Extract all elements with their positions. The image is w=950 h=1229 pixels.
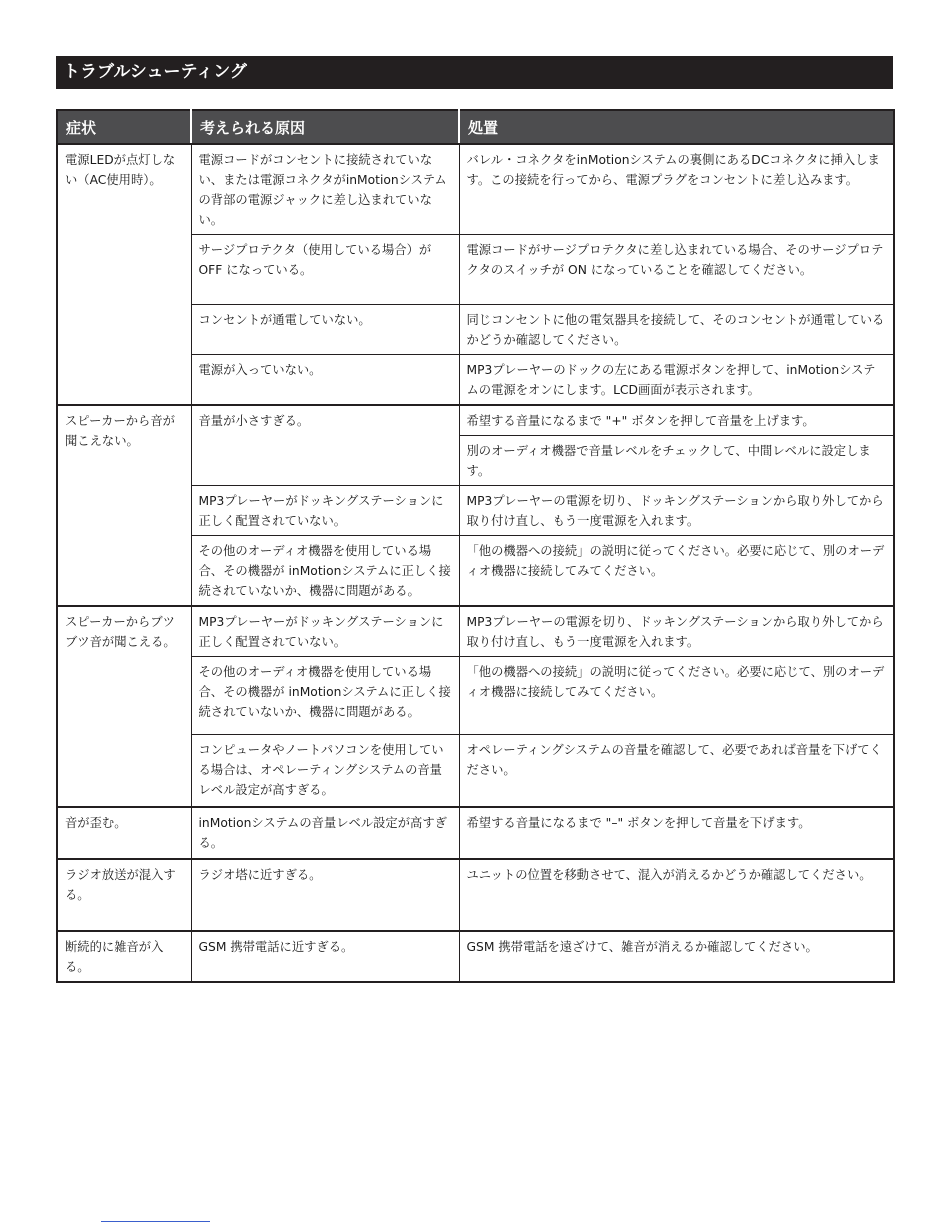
cause-cell: 電源が入っていない。 xyxy=(191,355,459,406)
cause-cell: コンピュータやノートパソコンを使用している場合は、オペレーティングシステムの音量レベル設定が高すぎる。 xyxy=(191,735,459,807)
table-row xyxy=(57,807,894,859)
table-row xyxy=(57,931,894,982)
symptom-cell: ラジオ放送が混入する。 xyxy=(57,859,191,931)
remedy-cell: MP3プレーヤーの電源を切り、ドッキングステーションから取り外してから取り付け直し、もう一度電源を入れます。 xyxy=(459,486,894,536)
footer-link-underline xyxy=(101,1221,210,1222)
remedy-cell: ユニットの位置を移動させて、混入が消えるかどうか確認してください。 xyxy=(459,859,894,931)
symptom-cell: スピーカーからブツブツ音が聞こえる。 xyxy=(57,606,191,807)
symptom-cell: 電源LEDが点灯しない（AC使用時）。 xyxy=(57,144,191,405)
header-remedy: 処置 xyxy=(459,110,894,144)
header-symptom: 症状 xyxy=(57,110,191,144)
cause-cell: MP3プレーヤーがドッキングステーションに正しく配置されていない。 xyxy=(191,606,459,657)
cause-cell: 電源コードがコンセントに接続されていない、または電源コネクタがinMotionシステムの背部の電源ジャックに差し込まれていない。 xyxy=(191,144,459,235)
remedy-cell: 電源コードがサージプロテクタに差し込まれている場合、そのサージプロテクタのスイッチが ON になっていることを確認してください。 xyxy=(459,235,894,305)
remedy-cell: 希望する音量になるまで "+" ボタンを押して音量を上げます。 xyxy=(459,405,894,436)
remedy-cell: オペレーティングシステムの音量を確認して、必要であれば音量を下げてください。 xyxy=(459,735,894,807)
cause-cell: その他のオーディオ機器を使用している場合、その機器が inMotionシステムに正しく接続されていないか、機器に問題がある。 xyxy=(191,536,459,607)
symptom-cell: 音が歪む。 xyxy=(57,807,191,859)
table-header-row xyxy=(57,110,894,144)
remedy-cell: 希望する音量になるまで "–" ボタンを押して音量を下げます。 xyxy=(459,807,894,859)
cause-cell: MP3プレーヤーがドッキングステーションに正しく配置されていない。 xyxy=(191,486,459,536)
table-body xyxy=(57,144,894,982)
symptom-cell: スピーカーから音が聞こえない。 xyxy=(57,405,191,606)
cause-cell: サージプロテクタ（使用している場合）が OFF になっている。 xyxy=(191,235,459,305)
table-row xyxy=(57,859,894,931)
remedy-cell: 「他の機器への接続」の説明に従ってください。必要に応じて、別のオーディオ機器に接続してみてください。 xyxy=(459,536,894,607)
cause-cell: inMotionシステムの音量レベル設定が高すぎる。 xyxy=(191,807,459,859)
cause-cell: 音量が小さすぎる。 xyxy=(191,405,459,486)
table-row xyxy=(57,144,894,235)
troubleshooting-table xyxy=(56,109,895,983)
table-row xyxy=(57,405,894,436)
symptom-cell: 断続的に雑音が入る。 xyxy=(57,931,191,982)
cause-cell: ラジオ塔に近すぎる。 xyxy=(191,859,459,931)
header-cause: 考えられる原因 xyxy=(191,110,459,144)
cause-cell: GSM 携帯電話に近すぎる。 xyxy=(191,931,459,982)
cause-cell: コンセントが通電していない。 xyxy=(191,305,459,355)
remedy-cell: 同じコンセントに他の電気器具を接続して、そのコンセントが通電しているかどうか確認してください。 xyxy=(459,305,894,355)
remedy-cell: バレル・コネクタをinMotionシステムの裏側にあるDCコネクタに挿入します。この接続を行ってから、電源プラグをコンセントに差し込みます。 xyxy=(459,144,894,235)
remedy-cell: MP3プレーヤーのドックの左にある電源ボタンを押して、inMotionシステムの電源をオンにします。LCD画面が表示されます。 xyxy=(459,355,894,406)
remedy-cell: 「他の機器への接続」の説明に従ってください。必要に応じて、別のオーディオ機器に接続してみてください。 xyxy=(459,657,894,735)
remedy-cell: MP3プレーヤーの電源を切り、ドッキングステーションから取り外してから取り付け直し、もう一度電源を入れます。 xyxy=(459,606,894,657)
remedy-cell: GSM 携帯電話を遠ざけて、雑音が消えるか確認してください。 xyxy=(459,931,894,982)
remedy-cell: 別のオーディオ機器で音量レベルをチェックして、中間レベルに設定します。 xyxy=(459,436,894,486)
table-row xyxy=(57,606,894,657)
cause-cell: その他のオーディオ機器を使用している場合、その機器が inMotionシステムに正しく接続されていないか、機器に問題がある。 xyxy=(191,657,459,735)
page-title: トラブルシューティング xyxy=(56,56,893,89)
